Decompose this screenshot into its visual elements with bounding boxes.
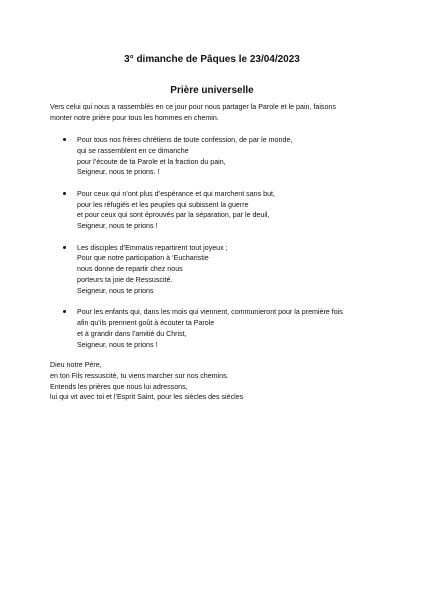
page-title: 3° dimanche de Pâques le 23/04/2023 bbox=[124, 54, 300, 65]
intention-line: Pour que notre participation à ‘Eucharistie bbox=[77, 254, 209, 263]
intention-line: Les disciples d’Emmaüs repartirent tout joyeux ; bbox=[77, 243, 228, 252]
intention-line: et pour ceux qui sont éprouvés par la séparation, par le deuil, bbox=[77, 211, 270, 220]
intention-line: Seigneur, nous te prions. ! bbox=[77, 168, 160, 177]
intention-line: Pour les enfants qui, dans les mois qui viennent, communieront pour la première fois bbox=[77, 308, 343, 317]
intention-line: qui se rassemblent en ce dimanche bbox=[77, 146, 189, 155]
closing-prayer bbox=[50, 360, 390, 403]
section-title: Prière universelle bbox=[170, 85, 254, 96]
bullet-icon bbox=[63, 138, 66, 141]
intention-line: Seigneur, nous te prions ! bbox=[77, 222, 158, 231]
intro-line: monter notre prière pour tous les hommes en chemin. bbox=[50, 113, 219, 122]
intention-line: pour l’écoute de ta Parole et la fraction du pain, bbox=[77, 157, 226, 166]
intention-line: Pour tous nos frères chrétiens de toute confession, de par le monde, bbox=[77, 136, 293, 144]
closing-line: Entends les prières que nous lui adressons, bbox=[50, 382, 188, 391]
intro-paragraph bbox=[50, 102, 395, 124]
closing-line: en ton Fils ressuscité, tu viens marcher sur nos chemins. bbox=[50, 371, 229, 380]
bullet-icon bbox=[63, 192, 66, 195]
intention-item bbox=[0, 135, 424, 178]
intention-line: Seigneur, nous te prions bbox=[77, 286, 154, 295]
intention-line: porteurs ta joie de Ressuscité. bbox=[77, 275, 173, 284]
intention-item bbox=[0, 243, 424, 297]
bullet-icon bbox=[63, 246, 66, 249]
intention-line: et à grandir dans l’amitié du Christ, bbox=[77, 329, 187, 338]
intention-line: nous donne de repartir chez nous bbox=[77, 265, 183, 274]
closing-line: Dieu notre Père, bbox=[50, 361, 102, 369]
bullet-icon bbox=[63, 310, 66, 313]
intention-line: pour les réfugiés et les peuples qui subissent la guerre bbox=[77, 200, 249, 209]
intention-item bbox=[0, 189, 424, 232]
intention-item bbox=[0, 307, 424, 350]
intention-line: Pour ceux qui n’ont plus d’espérance et qui marchent sans but, bbox=[77, 189, 275, 198]
intention-line: Seigneur, nous te prions ! bbox=[77, 340, 158, 349]
intentions-list bbox=[0, 135, 424, 361]
closing-line: lui qui vit avec toi et l’Esprit Saint, pour les siècles des siècles bbox=[50, 393, 244, 402]
intention-line: afin qu’ils prennent goût à écouter ta Parole bbox=[77, 318, 215, 327]
intro-line: Vers celui qui nous a rassemblés en ce jour pour nous partager la Parole et le pain, faisons bbox=[50, 103, 336, 111]
